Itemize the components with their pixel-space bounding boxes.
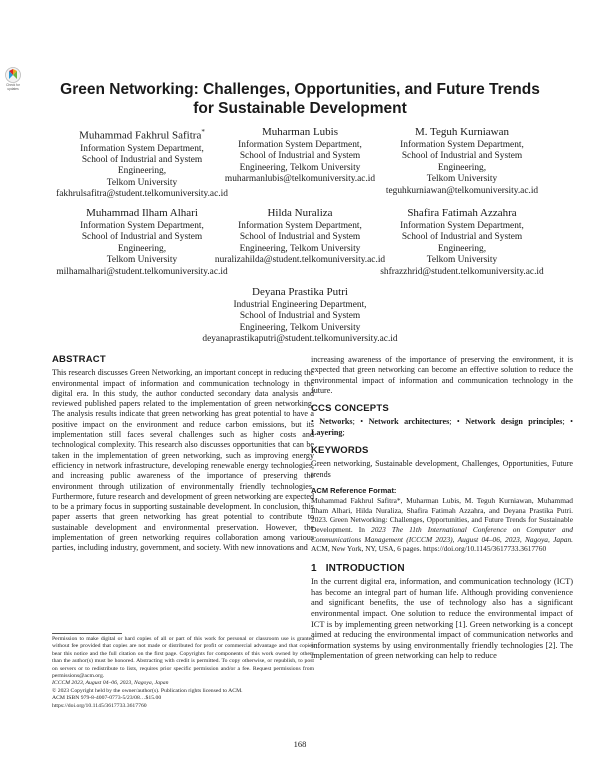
author-block	[195, 286, 405, 346]
author-affiliation: Information System Department,	[238, 140, 362, 150]
author-affiliation: Engineering, Telkom University	[239, 162, 361, 173]
abstract-continued: increasing awareness of the importance of preserving the environment, it is expected that green networking can become an effective solution to reduce the environmental impact of information and communication technology in the future.	[311, 355, 573, 395]
page-number: 168	[293, 739, 307, 749]
author-name: Shafira Fatimah Azzahra	[407, 207, 517, 219]
author-block	[357, 126, 567, 197]
isbn-line: ACM ISBN 979-8-4007-0773-5/23/08…$15.00	[52, 695, 162, 702]
author-affiliation: Engineering,	[437, 243, 487, 254]
author-affiliation: School of Industrial and System	[81, 232, 203, 243]
author-affiliation: Engineering, Telkom University	[239, 322, 361, 333]
introduction-text: In the current digital era, information, and communication technology (ICT) has become an integral part of human life. Although providing convenience and significant benefits, the use of technology also has a significant environmental impact. One solution to reduce the environmental impact of ICT is by implementing green networking [1]. Green networking is a concept aimed at reducing the environmental impact of communication networks and information systems by using environmentally friendly technologies [2]. The implementation of green networking can help to reduce	[311, 577, 573, 661]
conference-line: ICCCM 2023, August 04–06, 2023, Nagoya, Japan	[52, 680, 169, 687]
permission-footnote	[52, 633, 314, 710]
author-name: Deyana Prastika Putri	[252, 286, 348, 298]
title-line-2: for Sustainable Development	[193, 100, 407, 117]
right-column	[311, 355, 573, 662]
author-email[interactable]: deyanaprastikaputri@student.telkomuniversity.ac.id	[202, 334, 398, 345]
paper-title	[40, 80, 560, 118]
ccs-concept: Networks	[319, 417, 353, 427]
author-affiliation: Information System Department,	[400, 140, 524, 150]
author-affiliation: Engineering, Telkom University	[239, 243, 361, 254]
reference-venue: 2023 The 11th International Conference on Computer and Communications Management (ICCCM 2023), August 04–06, 2023, Nagoya, Japan.	[311, 525, 573, 544]
reference-tail: ACM, New York, NY, USA, 6 pages. https://doi.org/10.1145/3617733.3617760	[311, 544, 547, 554]
author-affiliation: Industrial Engineering Department,	[233, 300, 367, 310]
author-affiliation: Telkom University	[426, 174, 498, 185]
author-affiliation: Telkom University	[426, 255, 498, 266]
introduction-heading: 1 INTRODUCTION	[311, 562, 405, 574]
ccs-concepts: • Networks; • Network architectures; • Network design principles; • Layering;	[311, 417, 573, 437]
keywords-text: Green networking, Sustainable development, Challenges, Opportunities, Future trends	[311, 459, 573, 479]
ccs-heading: CCS CONCEPTS	[311, 403, 389, 415]
author-affiliation: School of Industrial and System	[239, 311, 361, 322]
author-affiliation: Information System Department,	[80, 143, 204, 154]
author-affiliation: School of Industrial and System	[81, 155, 203, 166]
author-name: Muhammad Ilham Alhari	[86, 207, 198, 219]
author-affiliation: Information System Department,	[80, 221, 204, 231]
ccs-concept: Network architectures	[368, 417, 450, 427]
ccs-concept: Network design principles	[465, 417, 563, 427]
author-affiliation: Engineering,	[117, 243, 167, 254]
author-email[interactable]: muharmanlubis@telkomuniversity.ac.id	[224, 174, 376, 185]
author-affiliation: School of Industrial and System	[401, 232, 523, 243]
author-block	[357, 207, 567, 278]
author-affiliation: School of Industrial and System	[239, 232, 361, 243]
author-name: Muharman Lubis	[261, 126, 339, 138]
author-email[interactable]: shfrazzhrid@student.telkomuniversity.ac.id	[380, 266, 544, 277]
author-affiliation: Engineering,	[437, 162, 487, 173]
abstract-heading: ABSTRACT	[52, 354, 106, 365]
author-affiliation: School of Industrial and System	[401, 151, 523, 162]
reference-authors: Muhammad Fakhrul Safitra*, Muharman Lubis, M. Teguh Kurniawan, Muhammad Ilham Alhari, Hilda Nuraliza, Shafira Fatimah Azzahra, and Deyana Prastika Putri. 2023. Green Networking: Challenges, Opportunities, and Future Trends for Sustainable Development. In	[311, 496, 573, 535]
author-affiliation: School of Industrial and System	[239, 151, 361, 162]
author-email[interactable]: milhamalhari@student.telkomuniversity.ac.id	[56, 266, 228, 277]
ccs-concept: Layering	[311, 427, 343, 437]
author-affiliation: Information System Department,	[238, 221, 362, 231]
author-email[interactable]: fakhrulsafitra@student.telkomuniversity.ac.id	[56, 189, 228, 200]
copyright-line: © 2023 Copyright held by the owner/author(s). Publication rights licensed to ACM.	[52, 687, 243, 694]
abstract-text: This research discusses Green Networking, an important concept in reducing the environmental impact of information and communication technology in the digital era. In this study, the author conducted secondary data analysis and reviewed published papers related to the implementation of green networking. The analysis results indicate that green networking has great potential to have a positive impact on the environment and reduce carbon emissions, but its implementation still faces several challenges such as higher costs and technological complexity. This research also discusses opportunities that can be taken in the implementation of green networking, such as improving energy efficiency in network infrastructure, developing renewable energy technologies, and increasing public awareness of the importance of preserving the environment through utilization of environmentally friendly technologies. Furthermore, future research and development of green networking are expected to be a primary focus in supporting sustainable development. In conclusion, this paper asserts that green networking has great potential to contribute to sustainable development and environmental preservation. However, the implementation of green networking requires collaboration among various parties, including industry, government, and society. With new innovations and	[52, 368, 314, 553]
keywords-heading: KEYWORDS	[311, 445, 369, 457]
badge-text: Check for updates	[6, 83, 20, 91]
reference-format	[311, 496, 573, 554]
author-email[interactable]: nuralizahilda@student.telkomuniversity.ac.id	[214, 255, 386, 266]
doi-link[interactable]: https://doi.org/10.1145/3617733.3617760	[52, 702, 147, 709]
permission-text: Permission to make digital or hard copies of all or part of this work for personal or classroom use is granted without fee provided that copies are not made or distributed for profit or commercial advantage and that copies bear this notice and the full citation on the first page. Copyrights for components of this work owned by others than the author(s) must be honored. Abstracting with credit is permitted. To copy otherwise, or republish, to post on servers or to redistribute to lists, requires prior specific permission and/or a fee. Request permissions from permissions@acm.org.	[52, 636, 314, 680]
author-name: Muhammad Fakhrul Safitra*	[79, 128, 205, 142]
reference-format-heading: ACM Reference Format:	[311, 485, 397, 495]
author-email[interactable]: teguhkurniawan@telkomuniversity.ac.id	[385, 185, 539, 196]
author-name: M. Teguh Kurniawan	[414, 126, 510, 138]
title-line-1: Green Networking: Challenges, Opportunities, and Future Trends	[60, 81, 540, 98]
author-affiliation: Telkom University	[106, 255, 178, 266]
author-affiliation: Information System Department,	[400, 221, 524, 231]
author-name: Hilda Nuraliza	[267, 207, 333, 219]
author-affiliation: Engineering,	[117, 166, 167, 177]
footnote-divider	[52, 633, 122, 634]
check-for-updates-badge[interactable]	[2, 66, 24, 90]
left-column	[52, 355, 314, 554]
author-affiliation: Telkom University	[106, 177, 178, 188]
